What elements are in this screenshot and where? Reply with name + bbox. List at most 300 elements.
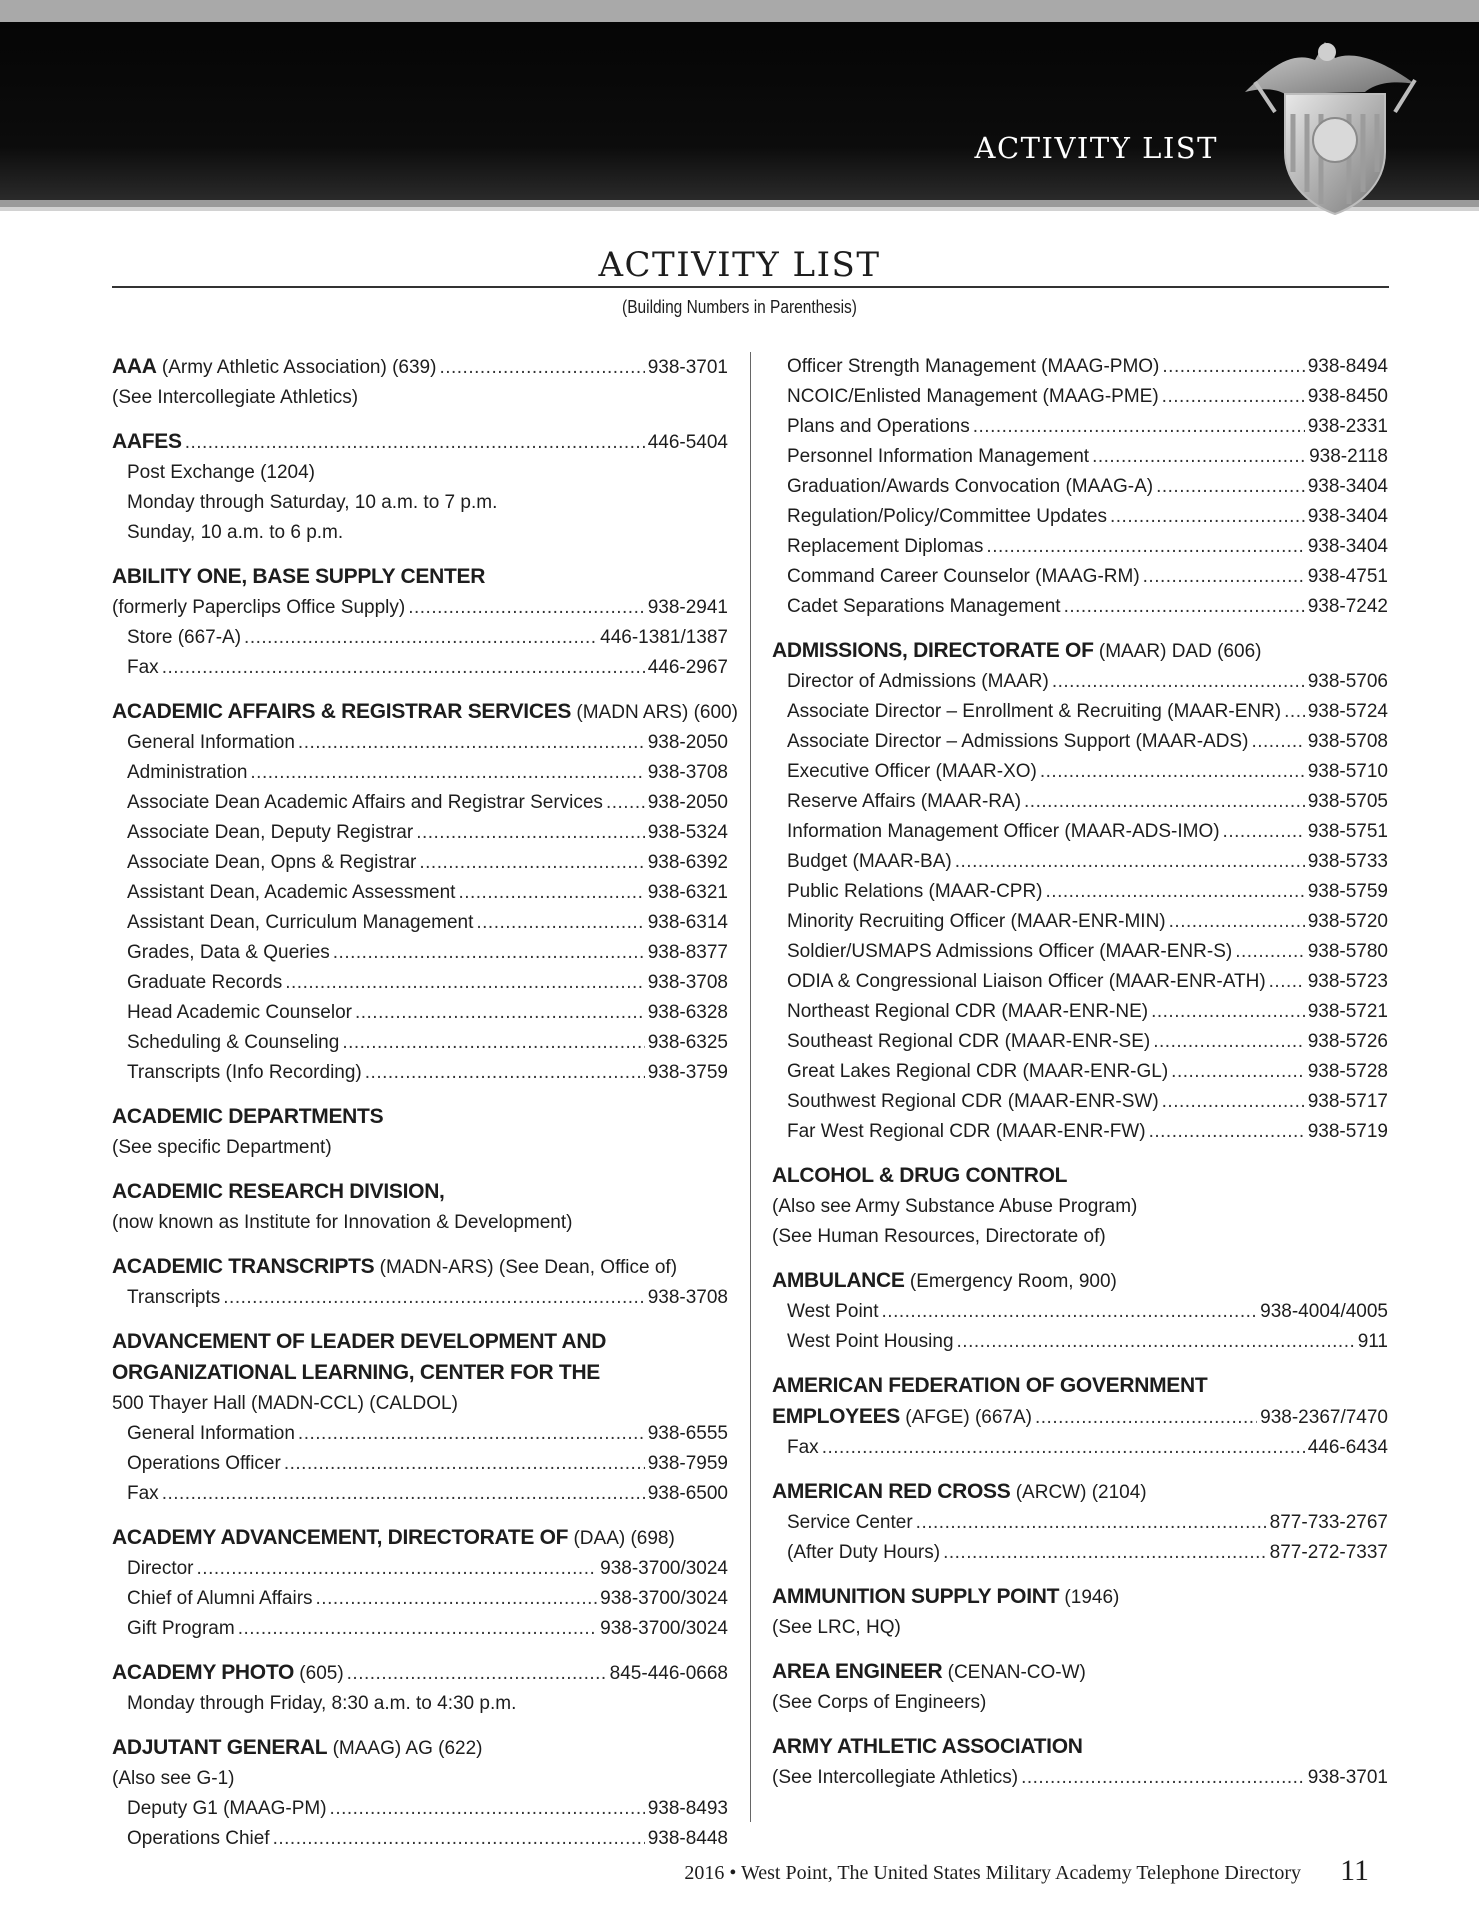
entry-note: Post Exchange (1204) (127, 462, 316, 483)
phone-row (772, 787, 1388, 817)
phone-number: 938-6328 (647, 1002, 728, 1023)
dot-leader (458, 878, 644, 908)
dot-leader (1024, 787, 1305, 817)
entry-heading-title: AMERICAN FEDERATION OF GOVERNMENT (772, 1374, 1208, 1397)
dot-leader (185, 428, 645, 458)
directory-entry (112, 697, 738, 1088)
entry-note: (Also see G-1) (112, 1768, 235, 1789)
phone-row (772, 532, 1388, 562)
page-title: ACTIVITY LIST (598, 245, 881, 285)
phone-row (112, 427, 728, 458)
phone-number: 938-4751 (1307, 566, 1388, 587)
dot-leader (250, 758, 644, 788)
dot-leader (1156, 472, 1305, 502)
phone-label: Head Academic Counselor (127, 1002, 352, 1023)
phone-row (112, 1658, 728, 1689)
phone-label: Associate Dean, Deputy Registrar (127, 822, 414, 843)
phone-number: 938-5720 (1307, 911, 1388, 932)
entry-heading-detail: (MADN ARS) (600) (571, 702, 738, 723)
entry-heading-title: ADJUTANT GENERAL (112, 1736, 328, 1759)
phone-number: 938-5324 (647, 822, 728, 843)
phone-number: 938-5719 (1307, 1121, 1388, 1142)
phone-number: 938-7959 (647, 1453, 728, 1474)
entry-note: (See Corps of Engineers) (772, 1692, 987, 1713)
entry-note: Monday through Friday, 8:30 a.m. to 4:30 p.m. (127, 1693, 517, 1714)
phone-row (112, 1554, 728, 1584)
phone-number: 938-5751 (1307, 821, 1388, 842)
directory-entry (772, 1732, 1388, 1793)
entry-heading-detail: (Army Athletic Association) (639) (156, 357, 437, 378)
directory-entry (112, 1523, 728, 1644)
phone-number: 938-6500 (647, 1483, 728, 1504)
phone-row (772, 757, 1388, 787)
phone-row (112, 878, 728, 908)
phone-row (772, 382, 1388, 412)
entry-note: (Also see Army Substance Abuse Program) (772, 1196, 1138, 1217)
phone-row (772, 697, 1388, 727)
phone-row (772, 667, 1388, 697)
phone-row (772, 1763, 1388, 1793)
phone-label: General Information (127, 1423, 295, 1444)
dot-leader (1171, 1057, 1305, 1087)
phone-row (112, 1449, 728, 1479)
phone-label: ODIA & Congressional Liaison Officer (MAAR-ENR-ATH) (787, 971, 1266, 992)
phone-label: Minority Recruiting Officer (MAAR-ENR-MIN) (787, 911, 1166, 932)
phone-row (112, 1283, 728, 1313)
dot-leader (1046, 877, 1305, 907)
entry-heading (772, 1161, 1388, 1192)
phone-row (112, 998, 728, 1028)
phone-number: 845-446-0668 (609, 1663, 728, 1684)
phone-row (772, 847, 1388, 877)
phone-number: 938-3708 (647, 1287, 728, 1308)
dot-leader (1269, 967, 1305, 997)
dot-leader (162, 653, 645, 683)
entry-heading-title: AAFES (112, 430, 182, 453)
phone-label: Northeast Regional CDR (MAAR-ENR-NE) (787, 1001, 1149, 1022)
phone-number: 938-5726 (1307, 1031, 1388, 1052)
entry-heading-title: ACADEMY PHOTO (112, 1661, 295, 1684)
dot-leader (419, 848, 644, 878)
dot-leader (1092, 442, 1306, 472)
entry-heading (112, 1177, 728, 1208)
phone-label (112, 427, 182, 458)
title-rule (112, 286, 1389, 288)
page-subtitle: (Building Numbers in Parenthesis) (622, 297, 857, 317)
directory-entry (112, 1102, 728, 1163)
phone-row (772, 907, 1388, 937)
phone-row (112, 1479, 728, 1509)
dot-leader (1143, 562, 1305, 592)
phone-number: 938-6555 (647, 1423, 728, 1444)
phone-label: Far West Regional CDR (MAAR-ENR-FW) (787, 1121, 1146, 1142)
entry-heading (772, 1266, 1388, 1297)
phone-row (772, 1508, 1388, 1538)
phone-number: 938-2941 (647, 597, 728, 618)
dot-leader (316, 1584, 598, 1614)
dot-leader (1035, 1403, 1257, 1433)
phone-label: Southeast Regional CDR (MAAR-ENR-SE) (787, 1031, 1151, 1052)
phone-label (112, 1658, 344, 1689)
phone-row (112, 352, 728, 383)
entry-heading-title: ACADEMIC RESEARCH DIVISION, (112, 1180, 445, 1203)
phone-number: 938-7242 (1307, 596, 1388, 617)
page-number: 11 (1340, 1854, 1369, 1887)
entry-heading-title: AMMUNITION SUPPLY POINT (772, 1585, 1060, 1608)
entry-note: (See LRC, HQ) (772, 1617, 901, 1638)
phone-label: Public Relations (MAAR-CPR) (787, 881, 1043, 902)
dot-leader (882, 1297, 1258, 1327)
entry-heading-detail: (DAA) (698) (568, 1528, 675, 1549)
entry-heading-title: ADVANCEMENT OF LEADER DEVELOPMENT AND (112, 1330, 607, 1353)
phone-number: 938-2050 (647, 792, 728, 813)
dot-leader (365, 1058, 645, 1088)
dot-leader (1064, 592, 1305, 622)
phone-number: 938-3700/3024 (600, 1588, 728, 1609)
directory-entry (772, 1582, 1388, 1643)
phone-row (112, 593, 728, 623)
directory-entry (112, 1177, 728, 1238)
entry-heading (112, 697, 738, 728)
entry-heading (772, 636, 1388, 667)
phone-number: 446-5404 (647, 432, 728, 453)
dot-leader (822, 1433, 1305, 1463)
entry-note: Sunday, 10 a.m. to 6 p.m. (127, 522, 344, 543)
entry-heading (772, 1732, 1388, 1763)
phone-number: 938-2118 (1309, 446, 1388, 467)
phone-label: Gift Program (127, 1618, 235, 1639)
dot-leader (1151, 997, 1305, 1027)
dot-leader (238, 1614, 597, 1644)
entry-note: (now known as Institute for Innovation & Development) (112, 1212, 573, 1233)
dot-leader (1110, 502, 1305, 532)
dot-leader (1169, 907, 1305, 937)
phone-number: 938-6314 (647, 912, 728, 933)
phone-number: 938-5708 (1307, 731, 1388, 752)
phone-row (112, 938, 728, 968)
phone-number: 938-8493 (647, 1798, 728, 1819)
entry-heading-title: AAA (112, 355, 157, 378)
phone-row (112, 848, 728, 878)
phone-label: Budget (MAAR-BA) (787, 851, 952, 872)
phone-row (112, 788, 728, 818)
entry-heading (772, 1477, 1388, 1508)
entry-heading (112, 562, 728, 593)
dot-leader (1162, 352, 1304, 382)
phone-label: West Point Housing (787, 1331, 954, 1352)
entry-heading-title: ALCOHOL & DRUG CONTROL (772, 1164, 1068, 1187)
phone-number: 938-2050 (647, 732, 728, 753)
phone-label: Reserve Affairs (MAAR-RA) (787, 791, 1022, 812)
phone-number: 938-3404 (1307, 536, 1388, 557)
entry-heading (112, 1102, 728, 1133)
phone-number: 938-5705 (1307, 791, 1388, 812)
entry-heading-title: ADMISSIONS, DIRECTORATE OF (772, 639, 1094, 662)
phone-number: 938-5721 (1307, 1001, 1388, 1022)
phone-number: 877-272-7337 (1269, 1542, 1388, 1563)
phone-label: Fax (127, 1483, 159, 1504)
phone-number: 938-6325 (647, 1032, 728, 1053)
entry-heading (112, 1327, 728, 1358)
phone-number: 938-8448 (647, 1828, 728, 1849)
right-column (772, 352, 1388, 1807)
phone-label: Scheduling & Counseling (127, 1032, 340, 1053)
entry-heading-title: ACADEMIC AFFAIRS & REGISTRAR SERVICES (112, 700, 572, 723)
phone-number: 938-5710 (1307, 761, 1388, 782)
phone-row (772, 352, 1388, 382)
dot-leader (1052, 667, 1305, 697)
entry-heading-title: ACADEMIC TRANSCRIPTS (112, 1255, 375, 1278)
phone-label: Director (127, 1558, 194, 1579)
phone-label: Director of Admissions (MAAR) (787, 671, 1049, 692)
dot-leader (916, 1508, 1267, 1538)
dot-leader (955, 847, 1305, 877)
phone-row (772, 442, 1388, 472)
entry-heading-detail: (ARCW) (2104) (1010, 1482, 1147, 1503)
phone-label: Command Career Counselor (MAAG-RM) (787, 566, 1140, 587)
phone-number: 938-5706 (1307, 671, 1388, 692)
entry-heading (772, 1657, 1388, 1688)
entry-heading-detail: (CENAN-CO-W) (942, 1662, 1086, 1683)
dot-leader (408, 593, 645, 623)
dot-leader (347, 1659, 607, 1689)
entry-heading-title: ARMY ATHLETIC ASSOCIATION (772, 1735, 1083, 1758)
phone-number: 938-3404 (1307, 506, 1388, 527)
phone-label: Operations Officer (127, 1453, 281, 1474)
phone-label: Transcripts (127, 1287, 221, 1308)
phone-number: 938-5759 (1307, 881, 1388, 902)
entry-heading (112, 1252, 728, 1283)
entry-heading-detail: (MADN-ARS) (See Dean, Office of) (374, 1257, 678, 1278)
phone-row (112, 728, 728, 758)
entry-heading (112, 1523, 728, 1554)
phone-label: Grades, Data & Queries (127, 942, 330, 963)
phone-number: 938-3708 (647, 972, 728, 993)
phone-label: Graduate Records (127, 972, 283, 993)
phone-label: Associate Dean, Opns & Registrar (127, 852, 417, 873)
phone-row (772, 937, 1388, 967)
phone-row (772, 997, 1388, 1027)
dot-leader (943, 1538, 1267, 1568)
phone-label: Administration (127, 762, 248, 783)
dot-leader (1153, 1027, 1304, 1057)
column-divider (750, 352, 751, 1822)
dot-leader (1251, 727, 1304, 757)
phone-number: 877-733-2767 (1269, 1512, 1388, 1533)
entry-heading-title: AMERICAN RED CROSS (772, 1480, 1011, 1503)
phone-number: 938-3701 (1307, 1767, 1388, 1788)
phone-row (112, 818, 728, 848)
entry-heading-title: ABILITY ONE, BASE SUPPLY CENTER (112, 565, 486, 588)
phone-number: 938-5733 (1307, 851, 1388, 872)
dot-leader (1040, 757, 1305, 787)
phone-row (112, 1028, 728, 1058)
top-gray-strip (0, 0, 1479, 22)
phone-label: Regulation/Policy/Committee Updates (787, 506, 1107, 527)
dot-leader (1021, 1763, 1305, 1793)
phone-row (772, 562, 1388, 592)
phone-number: 938-3404 (1307, 476, 1388, 497)
entry-heading-detail: (MAAG) AG (622) (327, 1738, 483, 1759)
phone-row (112, 968, 728, 998)
entry-heading-detail: (MAAR) DAD (606) (1093, 641, 1262, 662)
phone-label: Information Management Officer (MAAR-ADS-IMO) (787, 821, 1220, 842)
directory-entry (112, 352, 728, 413)
phone-label: (formerly Paperclips Office Supply) (112, 597, 406, 618)
phone-row (772, 877, 1388, 907)
phone-label: Associate Director – Enrollment & Recruiting (MAAR-ENR) (787, 701, 1282, 722)
phone-label (112, 352, 436, 383)
entry-note: 500 Thayer Hall (MADN-CCL) (CALDOL) (112, 1393, 458, 1414)
phone-label: Personnel Information Management (787, 446, 1090, 467)
entry-note: (See Human Resources, Directorate of) (772, 1226, 1106, 1247)
phone-number: 938-5728 (1307, 1061, 1388, 1082)
phone-number: 938-3700/3024 (600, 1618, 728, 1639)
dot-leader (606, 788, 645, 818)
phone-row (112, 1794, 728, 1824)
directory-entry (112, 1733, 728, 1854)
phone-label: Plans and Operations (787, 416, 970, 437)
phone-number: 938-3708 (647, 762, 728, 783)
phone-number: 938-4004/4005 (1260, 1301, 1388, 1322)
phone-number: 938-5724 (1307, 701, 1388, 722)
academy-crest-icon (1215, 22, 1479, 222)
phone-number: 938-2331 (1307, 416, 1388, 437)
left-column (112, 352, 738, 1868)
phone-label: Service Center (787, 1512, 913, 1533)
phone-label: Great Lakes Regional CDR (MAAR-ENR-GL) (787, 1061, 1169, 1082)
phone-label: Chief of Alumni Affairs (127, 1588, 313, 1609)
phone-row (772, 502, 1388, 532)
footer-text: 2016 • West Point, The United States Military Academy Telephone Directory (684, 1862, 1301, 1884)
phone-row (772, 1433, 1388, 1463)
directory-entry (112, 1327, 728, 1509)
phone-number: 938-6392 (647, 852, 728, 873)
phone-label: Associate Director – Admissions Support (MAAR-ADS) (787, 731, 1249, 752)
phone-row (772, 1057, 1388, 1087)
phone-number: 911 (1357, 1331, 1388, 1352)
entry-heading-title: ORGANIZATIONAL LEARNING, CENTER FOR THE (112, 1361, 601, 1384)
directory-entry (772, 1266, 1388, 1357)
phone-number: 446-2967 (647, 657, 728, 678)
phone-label: Officer Strength Management (MAAG-PMO) (787, 356, 1160, 377)
entry-heading (772, 1371, 1388, 1402)
phone-row (772, 592, 1388, 622)
entry-heading-title: AREA ENGINEER (772, 1660, 943, 1683)
entry-heading-detail: (605) (294, 1663, 344, 1684)
directory-entry (112, 1252, 728, 1313)
entry-heading-detail: (1946) (1059, 1587, 1120, 1608)
directory-entry (772, 1477, 1388, 1568)
phone-label: Southwest Regional CDR (MAAR-ENR-SW) (787, 1091, 1159, 1112)
banner-title: ACTIVITY LIST (974, 131, 1218, 165)
dot-leader (1162, 1087, 1305, 1117)
phone-row (772, 727, 1388, 757)
dot-leader (342, 1028, 644, 1058)
phone-label: (After Duty Hours) (787, 1542, 941, 1563)
dot-leader (162, 1479, 645, 1509)
phone-label (772, 1402, 1032, 1433)
dot-leader (1235, 937, 1305, 967)
phone-label: NCOIC/Enlisted Management (MAAG-PME) (787, 386, 1159, 407)
dot-leader (223, 1283, 644, 1313)
phone-number: 938-5780 (1307, 941, 1388, 962)
directory-entry (772, 636, 1388, 1147)
dot-leader (330, 1794, 645, 1824)
directory-entry (112, 1658, 728, 1719)
dot-leader (1162, 382, 1305, 412)
phone-row (112, 623, 728, 653)
phone-row (772, 967, 1388, 997)
phone-row (772, 1087, 1388, 1117)
directory-entry (772, 1657, 1388, 1718)
phone-label: Executive Officer (MAAR-XO) (787, 761, 1037, 782)
phone-label: West Point (787, 1301, 879, 1322)
directory-entry (112, 427, 728, 548)
phone-label: General Information (127, 732, 295, 753)
phone-row (112, 1584, 728, 1614)
directory-entry (772, 352, 1388, 622)
phone-row (112, 908, 728, 938)
phone-row (772, 1117, 1388, 1147)
dot-leader (1149, 1117, 1305, 1147)
dot-leader (355, 998, 645, 1028)
entry-heading (772, 1582, 1388, 1613)
dot-leader (298, 1419, 645, 1449)
phone-row (112, 653, 728, 683)
phone-label: Operations Chief (127, 1828, 270, 1849)
phone-row (772, 1538, 1388, 1568)
phone-row (772, 1327, 1388, 1357)
entry-heading-detail: (AFGE) (667A) (900, 1407, 1032, 1428)
dot-leader (439, 353, 644, 383)
phone-number: 938-8494 (1307, 356, 1388, 377)
phone-row (772, 412, 1388, 442)
phone-row (112, 1058, 728, 1088)
dot-leader (1284, 697, 1305, 727)
dot-leader (244, 623, 597, 653)
phone-number: 938-3701 (647, 357, 728, 378)
phone-row (772, 1027, 1388, 1057)
entry-heading-detail: (Emergency Room, 900) (904, 1271, 1117, 1292)
phone-row (772, 817, 1388, 847)
phone-label: Store (667-A) (127, 627, 242, 648)
phone-label: Deputy G1 (MAAG-PM) (127, 1798, 327, 1819)
phone-row (112, 1419, 728, 1449)
dot-leader (284, 1449, 645, 1479)
dot-leader (957, 1327, 1355, 1357)
phone-row (112, 1824, 728, 1854)
phone-label: Graduation/Awards Convocation (MAAG-A) (787, 476, 1154, 497)
dot-leader (285, 968, 644, 998)
phone-number: 446-1381/1387 (600, 627, 728, 648)
phone-row (772, 1297, 1388, 1327)
phone-number: 938-8377 (647, 942, 728, 963)
phone-label: Soldier/USMAPS Admissions Officer (MAAR-ENR-S) (787, 941, 1233, 962)
entry-heading-title: AMBULANCE (772, 1269, 905, 1292)
dot-leader (986, 532, 1304, 562)
phone-row (772, 472, 1388, 502)
directory-entry (772, 1371, 1388, 1463)
phone-number: 446-6434 (1307, 1437, 1388, 1458)
phone-number: 938-5717 (1307, 1091, 1388, 1112)
phone-label: Assistant Dean, Academic Assessment (127, 882, 456, 903)
phone-row (112, 758, 728, 788)
phone-label: Fax (787, 1437, 819, 1458)
phone-label: Cadet Separations Management (787, 596, 1061, 617)
dot-leader (476, 908, 644, 938)
phone-label: Replacement Diplomas (787, 536, 984, 557)
